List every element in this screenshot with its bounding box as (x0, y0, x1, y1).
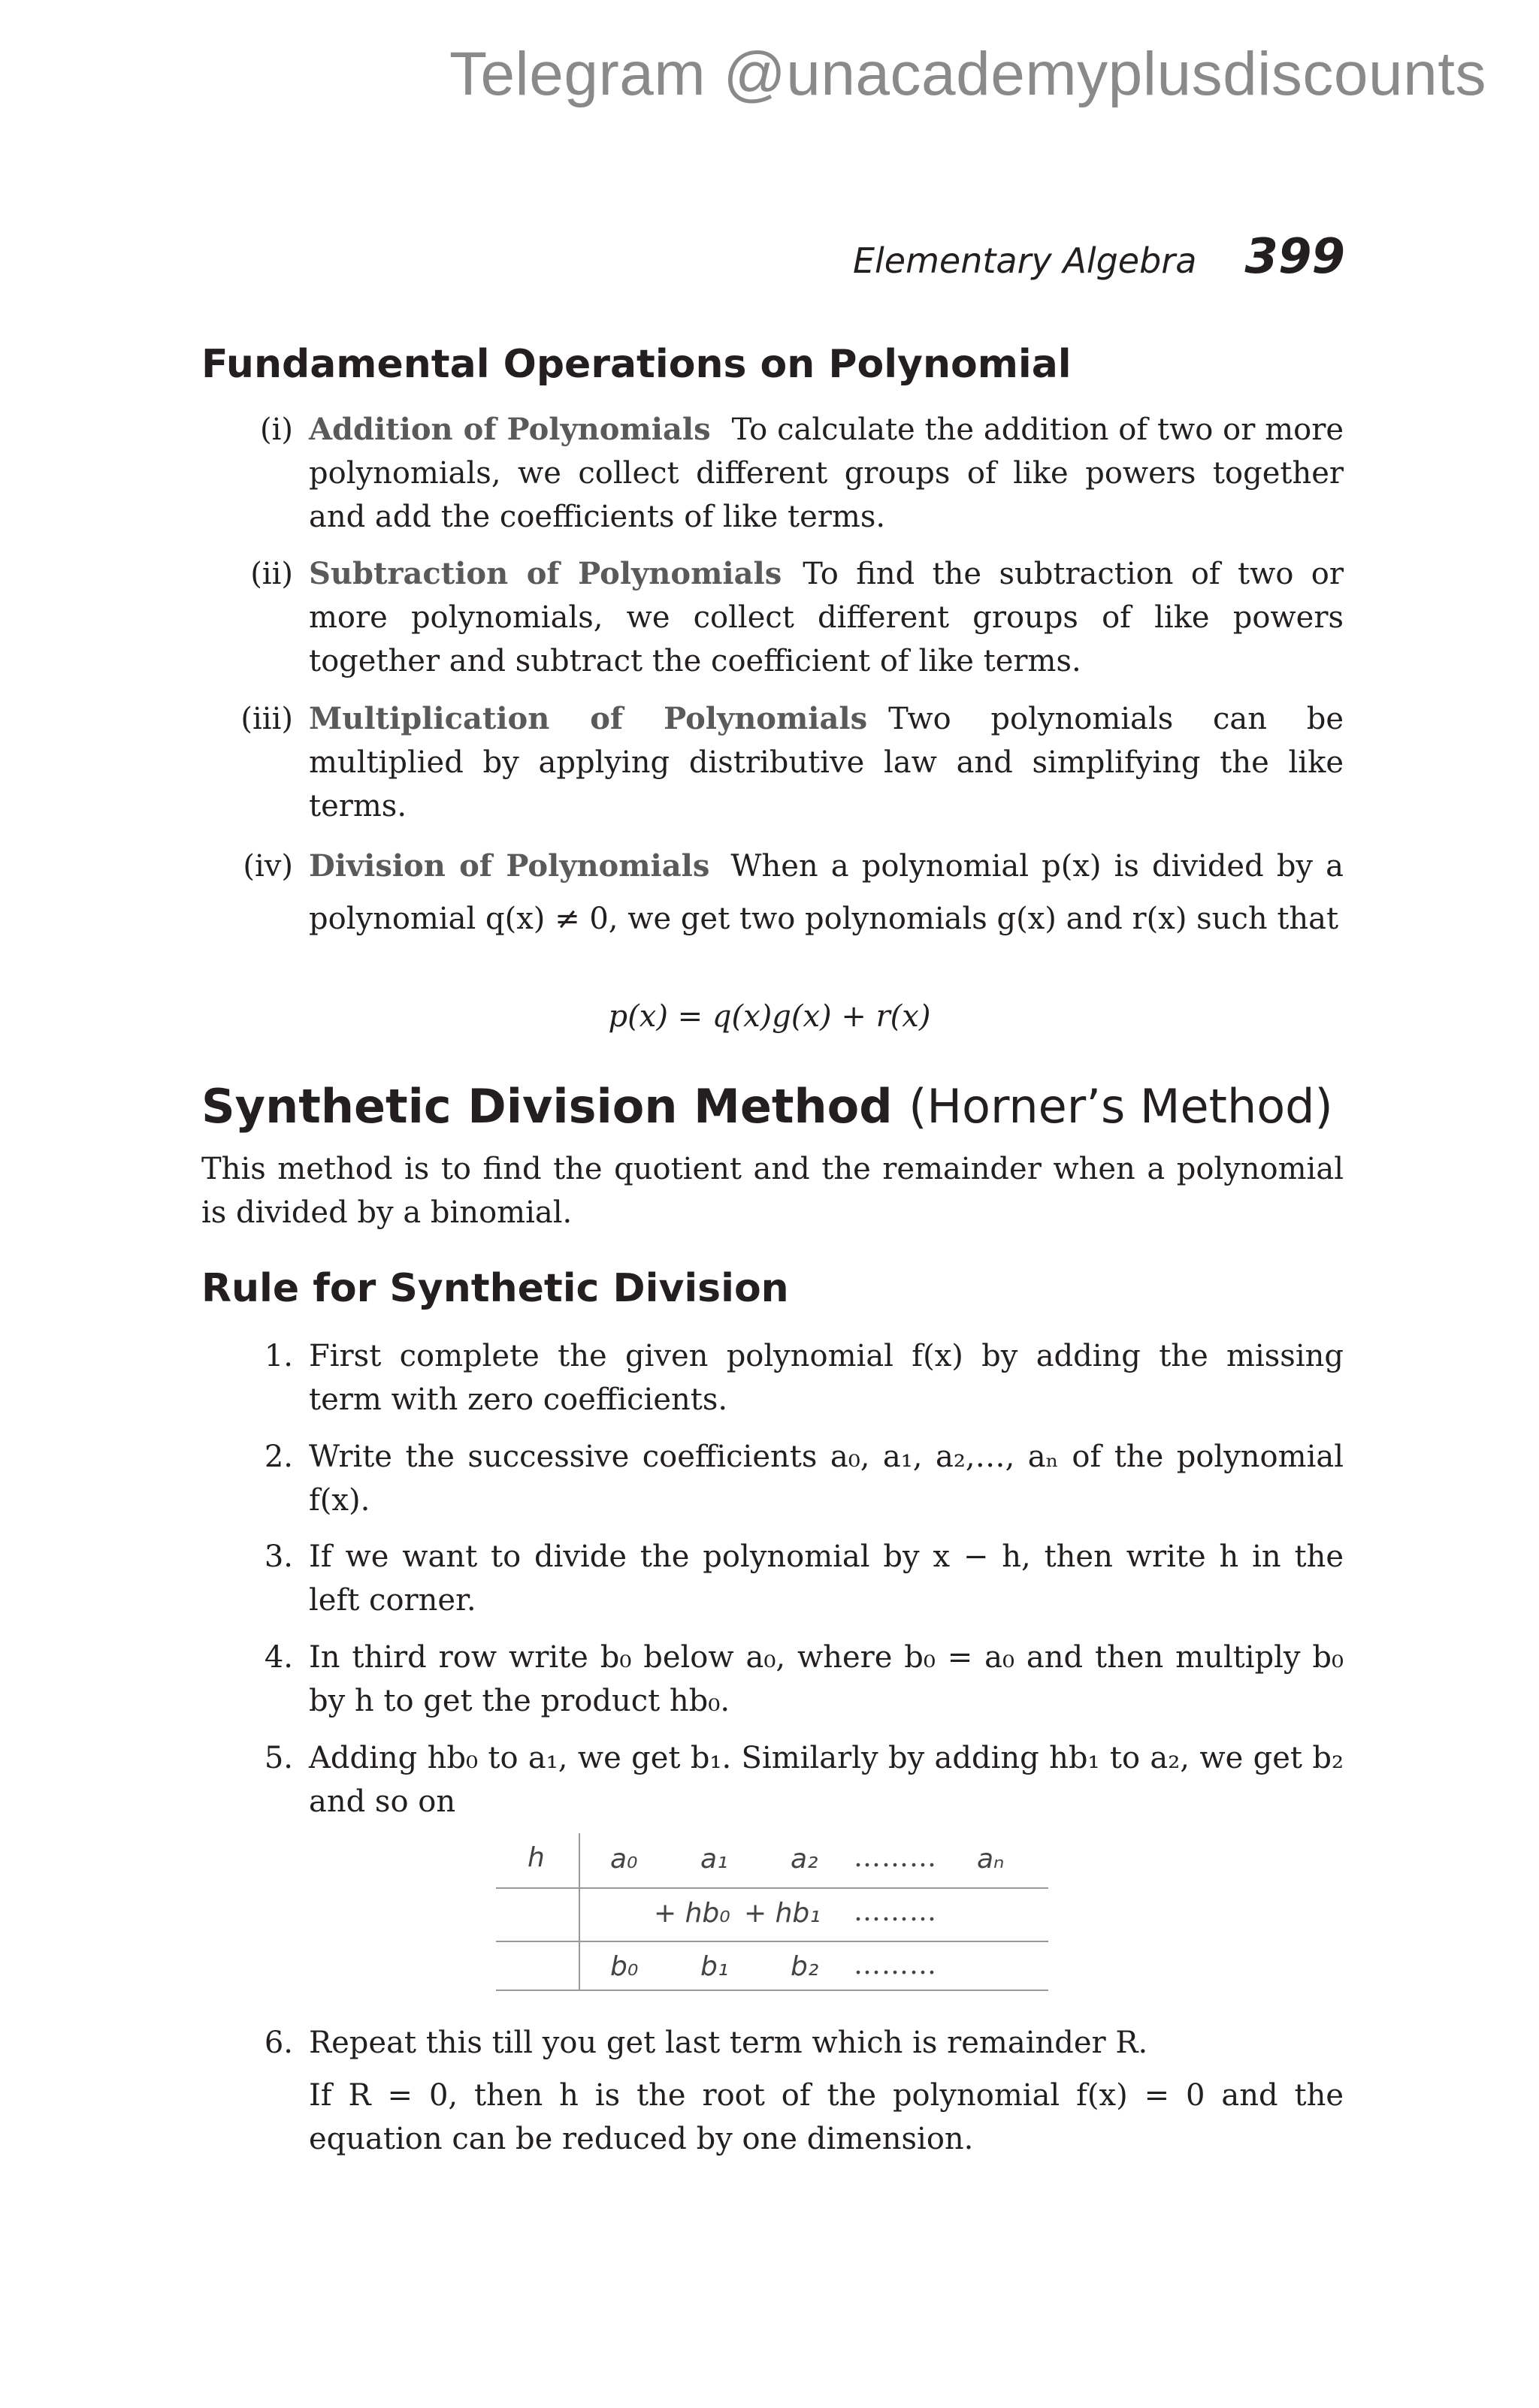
section-heading-rule: Rule for Synthetic Division (201, 1266, 789, 1311)
item-text: When a polynomial p(x) is divided by a polynomial q(x) ≠ 0, we get two polynomials g(x) and r(x) such that (309, 849, 1344, 936)
step-number: 1. (264, 1339, 293, 1373)
step-text: First complete the given polynomial f(x) by adding the missing term with zero coefficients. (309, 1339, 1344, 1417)
table-h: h (528, 1842, 545, 1873)
step-number: 2. (264, 1440, 293, 1474)
running-head (0, 229, 1345, 285)
step-number: 6. (264, 2026, 293, 2060)
item-heading: Subtraction of Polynomials (309, 556, 782, 591)
table-b0: b₀ (610, 1951, 639, 1982)
list-item-division (201, 840, 1344, 945)
step-text: In third row write b₀ below a₀, where b₀ = a₀ and then multiply b₀ by h to get the product hb₀. (309, 1640, 1344, 1718)
table-b2: b₂ (791, 1951, 819, 1982)
item-number: (ii) (250, 557, 293, 591)
formula-text: p(x) = q(x)g(x) + r(x) (608, 999, 931, 1034)
step-number: 4. (264, 1640, 293, 1675)
table-hb1: + hb₁ (744, 1898, 821, 1929)
division-formula (0, 999, 1539, 1034)
list-item-addition (201, 408, 1344, 539)
table-hb0: + hb₀ (654, 1898, 730, 1929)
item-text: To calculate the addition of two or more polynomials, we collect different groups of like powers together and add the coefficients of like terms. (309, 412, 1344, 534)
page-number: 399 (1244, 229, 1345, 285)
step-text: Repeat this till you get last term which is remainder R. (309, 2026, 1148, 2060)
section-heading-synthetic-division (201, 1079, 1333, 1134)
item-heading: Division of Polynomials (309, 848, 710, 884)
item-heading: Addition of Polynomials (309, 412, 711, 447)
watermark: Telegram @unacademyplusdiscounts (449, 40, 1486, 108)
synthetic-division-table (496, 1833, 1048, 1991)
step-3 (201, 1535, 1344, 1622)
step-5 (201, 1736, 1344, 1823)
table-dots-3: ……… (854, 1950, 937, 1980)
table-rule-2 (496, 1941, 1048, 1942)
table-a2: a₂ (791, 1844, 818, 1875)
table-an: aₙ (977, 1844, 1005, 1875)
section-heading-fundamental-operations: Fundamental Operations on Polynomial (201, 342, 1072, 387)
item-number: (i) (259, 412, 293, 447)
step-6 (201, 2021, 1344, 2065)
table-dots-1: ……… (854, 1842, 937, 1873)
note-text: If R = 0, then h is the root of the polynomial f(x) = 0 and the equation can be reduced by one dimension. (309, 2078, 1344, 2156)
item-number: (iv) (243, 849, 293, 884)
item-text: Two polynomials can be multiplied by applying distributive law and simplifying the like terms. (309, 702, 1344, 823)
running-head-title: Elementary Algebra (852, 240, 1197, 281)
table-b1: b₁ (700, 1951, 729, 1982)
step-4 (201, 1636, 1344, 1723)
item-heading: Multiplication of Polynomials (309, 701, 868, 736)
table-rule-1 (496, 1887, 1048, 1889)
step-number: 3. (264, 1539, 293, 1574)
step-1 (201, 1334, 1344, 1422)
step-number: 5. (264, 1741, 293, 1775)
step-text: Write the successive coefficients a₀, a₁, a₂,…, aₙ of the polynomial f(x). (309, 1440, 1344, 1518)
intro-paragraph: This method is to find the quotient and the remainder when a polynomial is divided by a binomial. (201, 1152, 1344, 1230)
table-a0: a₀ (610, 1844, 638, 1875)
list-item-subtraction (201, 552, 1344, 683)
item-number: (iii) (240, 702, 293, 736)
heading-subtitle: (Horner’s Method) (909, 1079, 1333, 1134)
step-6-note (201, 2074, 1344, 2161)
step-2 (201, 1435, 1344, 1522)
item-text: To find the subtraction of two or more polynomials, we collect different groups of like powers together and subtract the coefficient of like terms. (309, 557, 1344, 678)
table-rule-3 (496, 1990, 1048, 1991)
table-a1: a₁ (700, 1844, 728, 1875)
table-dots-2: ……… (854, 1896, 937, 1927)
step-text: Adding hb₀ to a₁, we get b₁. Similarly by adding hb₁ to a₂, we get b₂ and so on (309, 1741, 1344, 1819)
table-vertical-rule (579, 1833, 580, 1991)
list-item-multiplication (201, 697, 1344, 828)
heading-main: Synthetic Division Method (201, 1079, 893, 1134)
step-text: If we want to divide the polynomial by x − h, then write h in the left corner. (309, 1539, 1344, 1618)
